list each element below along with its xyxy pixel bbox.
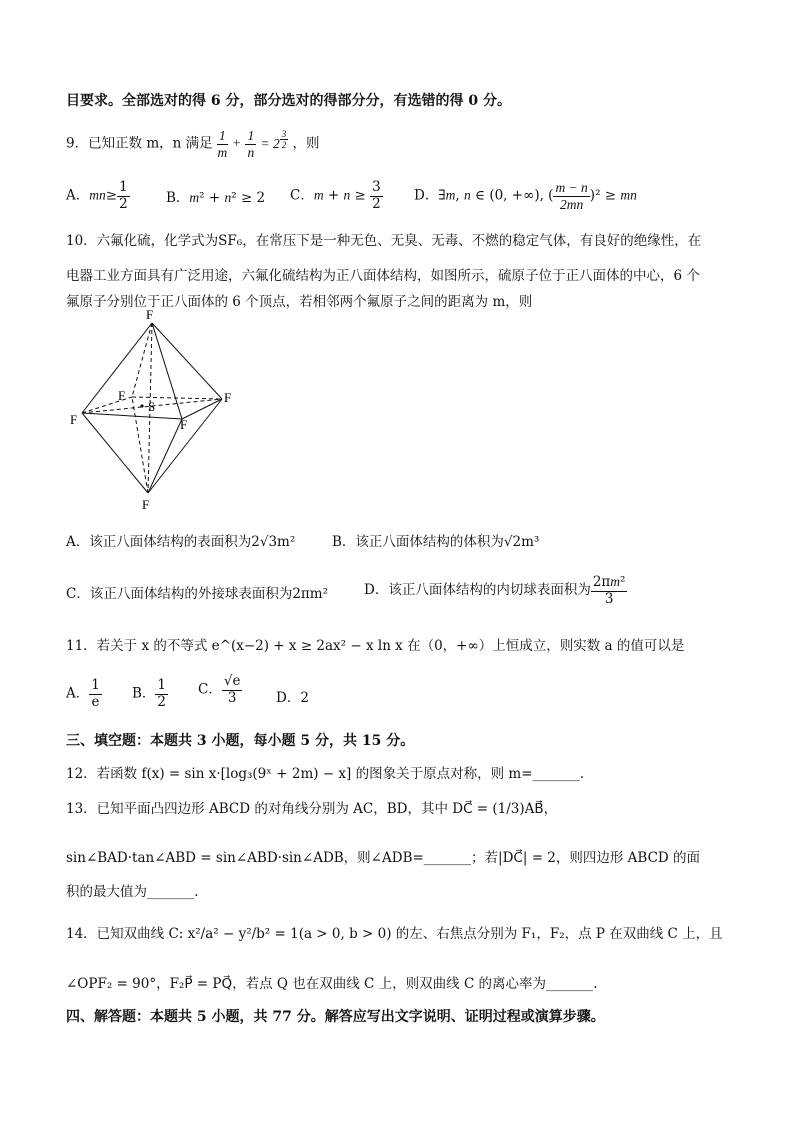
vertex-label-front: F: [180, 417, 188, 432]
question-10-line-1: 10．六氟化硫，化学式为SF₆，在常压下是一种无色、无臭、无毒、不燃的稳定气体，有良好的绝缘性，在: [66, 233, 702, 249]
question-10-option-d: D．该正八面体结构的内切球表面积为 $\frac{\text{2πm²}}{3}$: [364, 574, 626, 607]
question-11-stem: 11．若关于 x 的不等式 e^(x−2) + x ≥ 2ax² − x ln x 在（0，+∞）上恒成立，则实数 a 的值可以是: [66, 638, 685, 654]
question-14-line-2: ∠OPF₂ = 90°，F₂P⃗ = PQ⃗，若点 Q 也在双曲线 C 上，则双曲线 C 的离心率为_______.: [66, 976, 598, 992]
question-9-option-b: B．m² + n² ≥ 2: [166, 190, 266, 206]
question-11-option-c: C． $\frac{√e}{3}$: [198, 673, 241, 706]
vertex-label-bottom: F: [142, 497, 150, 512]
question-13-line-2: sin∠BAD·tan∠ABD = sin∠ABD·sin∠ADB，则∠ADB=_______；若|DC⃗| = 2，则四边形 ABCD 的面: [66, 850, 701, 866]
question-9-stem-end: ，则: [292, 135, 320, 152]
question-11-option-a: A． $\frac{1}{e}$: [66, 677, 100, 710]
fraction-1-over-n: $\frac{1}{n}$: [247, 128, 255, 160]
question-9-option-a: A．mn≥ $\frac{1}{2}$: [66, 179, 128, 212]
center-label: S: [148, 399, 156, 414]
vertex-label-right: F: [224, 390, 232, 405]
question-13-line-3: 积的最大值为_______.: [66, 884, 199, 900]
vertex-label-back: F: [118, 388, 126, 403]
question-11-option-b: B． $\frac{1}{2}$: [132, 677, 167, 710]
question-9-option-c: C．m + n ≥ $\frac{3}{2}$: [290, 179, 381, 212]
question-10-line-2: 电器工业方面具有广泛用途，六氟化硫结构为正八面体结构，如图所示，硫原子位于正八面体的中心，6 个: [66, 268, 700, 284]
section-4-heading: 四、解答题：本题共 5 小题，共 77 分。解答应写出文字说明、证明过程或演算步骤。: [66, 1009, 605, 1025]
question-14-line-1: 14．已知双曲线 C: x²/a² − y²/b² = 1(a > 0, b > 0) 的左、右焦点分别为 F₁，F₂，点 P 在双曲线 C 上，且: [66, 926, 723, 942]
vertex-label-top: F: [146, 307, 154, 322]
question-9-option-d: D．∃m, n ∈ (0, +∞), ( $\frac{m - n}{2mn}$ )² ≥ mn: [414, 180, 637, 212]
question-10-option-b: B．该正八面体结构的体积为√2m³: [332, 534, 540, 550]
instructions-line: 目要求。全部选对的得 6 分，部分选对的得部分分，有选错的得 0 分。: [66, 93, 511, 109]
question-9-stem: 9．已知正数 m，n 满足 $\frac{1}{m}$ + $\frac{1}{n}$ = 2 $^{\frac{3}{2}}$ ，则: [66, 128, 320, 160]
question-13-line-1: 13．已知平面凸四边形 ABCD 的对角线分别为 AC，BD，其中 DC⃗ = (1/3)AB⃗，: [66, 801, 558, 817]
center-point: [140, 404, 143, 407]
question-12: 12．若函数 f(x) = sin x·[log₃(9ˣ + 2m) − x] 的图象关于原点对称，则 m=_______.: [66, 766, 585, 782]
question-9-stem-text: 9．已知正数 m，n 满足: [66, 135, 213, 152]
section-3-heading: 三、填空题：本题共 3 小题，每小题 5 分，共 15 分。: [66, 733, 415, 749]
question-10-option-a: A．该正八面体结构的表面积为2√3m²: [66, 534, 296, 550]
question-10-line-3: 氟原子分别位于正八面体的 6 个顶点，若相邻两个氟原子之间的距离为 m，则: [66, 294, 533, 310]
question-10-option-c: C．该正八面体结构的外接球表面积为2πm²: [66, 586, 329, 602]
question-11-option-d: D．2: [276, 690, 309, 706]
vertex-label-left: F: [70, 412, 78, 427]
octahedron-figure: [60, 305, 260, 515]
fraction-1-over-m: $\frac{1}{m}$: [217, 128, 228, 160]
